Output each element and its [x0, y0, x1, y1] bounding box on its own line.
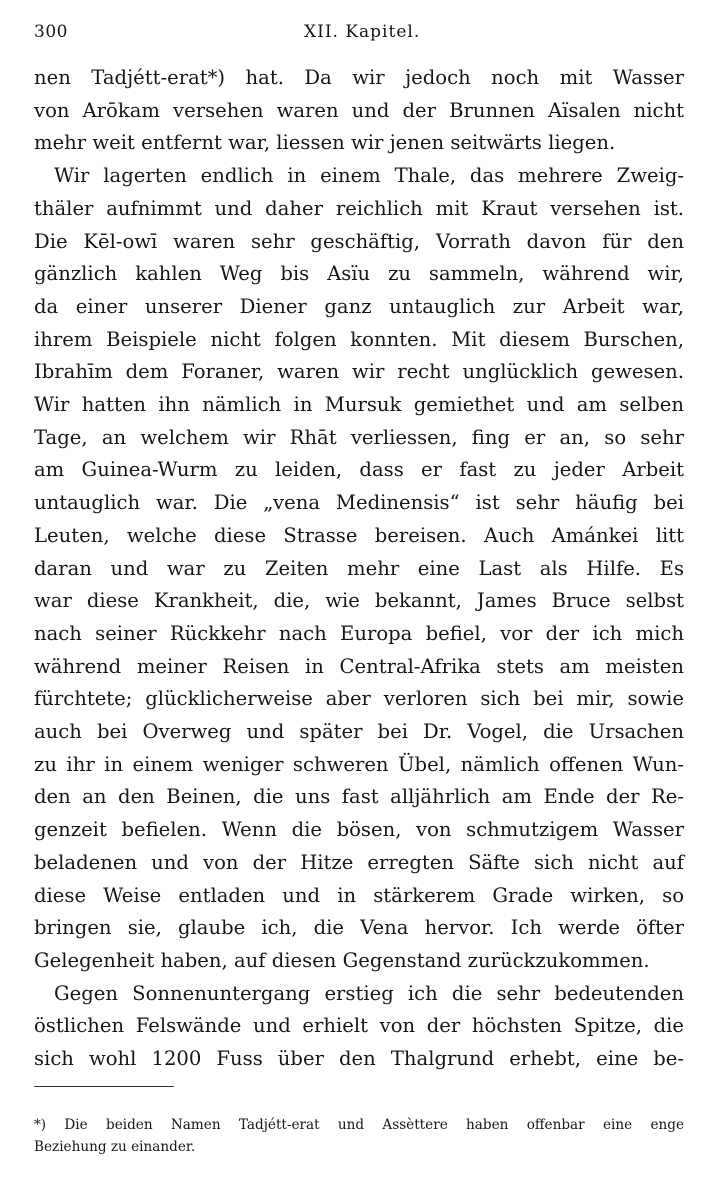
text-line: thäler aufnimmt und daher reichlich mit Kraut versehen ist.: [34, 196, 684, 220]
text-line: Wir hatten ihn nämlich in Mursuk gemiethet und am selben: [34, 393, 684, 417]
text-line: ihrem Beispiele nicht folgen konnten. Mit diesem Burschen,: [34, 327, 684, 351]
footnote-divider: [34, 1086, 174, 1087]
text-line: Gegen Sonnenuntergang erstieg ich die sehr bedeutenden: [54, 981, 684, 1005]
text-line: genzeit befielen. Wenn die bösen, von schmutzigem Wasser: [34, 818, 684, 842]
text-line: auch bei Overweg und später bei Dr. Vogel, die Ursachen: [34, 720, 684, 744]
text-line: diese Weise entladen und in stärkerem Grade wirken, so: [34, 883, 684, 907]
text-line: daran und war zu Zeiten mehr eine Last als Hilfe. Es: [34, 556, 684, 580]
footnote-line: *) Die beiden Namen Tadjétt-erat und Assèttere haben offenbar eine enge: [34, 1117, 684, 1133]
text-line: da einer unserer Diener ganz untauglich zur Arbeit war,: [34, 294, 684, 318]
page-number: 300: [34, 22, 68, 42]
text-line: gänzlich kahlen Weg bis Asïu zu sammeln, während wir,: [34, 262, 684, 286]
running-head: XII. Kapitel.: [304, 22, 421, 42]
text-line: nach seiner Rückkehr nach Europa befiel, vor der ich mich: [34, 621, 684, 645]
body-text: [34, 62, 684, 1076]
text-line: Wir lagerten endlich in einem Thale, das mehrere Zweig-: [54, 164, 684, 188]
text-line: untauglich war. Die „vena Medinensis“ ist sehr häufig bei: [34, 491, 684, 515]
text-line: nen Tadjétt-erat*) hat. Da wir jedoch noch mit Wasser: [34, 66, 684, 89]
text-line: sich wohl 1200 Fuss über den Thalgrund erhebt, eine be-: [34, 1047, 684, 1071]
text-line: von Arōkam versehen waren und der Brunnen Aïsalen nicht: [34, 98, 684, 122]
text-line: fürchtete; glücklicherweise aber verloren sich bei mir, sowie: [34, 687, 684, 711]
text-line: Ibrahīm dem Foraner, waren wir recht unglücklich gewesen.: [34, 360, 684, 384]
text-line: den an den Beinen, die uns fast alljährlich am Ende der Re-: [34, 785, 684, 809]
text-line: Leuten, welche diese Strasse bereisen. Auch Amánkei litt: [34, 523, 684, 547]
footnote-line: Beziehung zu einander.: [34, 1139, 196, 1155]
text-line: Tage, an welchem wir Rhāt verliessen, fing er an, so sehr: [34, 425, 684, 449]
text-line: beladenen und von der Hitze erregten Säfte sich nicht auf: [34, 850, 684, 874]
text-line: war diese Krankheit, die, wie bekannt, James Bruce selbst: [34, 589, 684, 613]
text-line: Die Kēl-owī waren sehr geschäftig, Vorrath davon für den: [34, 229, 684, 253]
text-line: mehr weit entfernt war, liessen wir jenen seitwärts liegen.: [34, 131, 616, 155]
text-line: östlichen Felswände und erhielt von der höchsten Spitze, die: [34, 1014, 684, 1038]
text-line: am Guinea-Wurm zu leiden, dass er fast zu jeder Arbeit: [34, 458, 684, 482]
text-line: Gelegenheit haben, auf diesen Gegenstand zurückzukommen.: [34, 948, 650, 972]
footnote: [34, 1114, 684, 1158]
page-header: [34, 22, 684, 48]
text-line: zu ihr in einem weniger schweren Übel, nämlich offenen Wun-: [34, 752, 684, 776]
text-line: während meiner Reisen in Central-Afrika stets am meisten: [34, 654, 684, 678]
text-line: bringen sie, glaube ich, die Vena hervor. Ich werde öfter: [34, 916, 684, 940]
